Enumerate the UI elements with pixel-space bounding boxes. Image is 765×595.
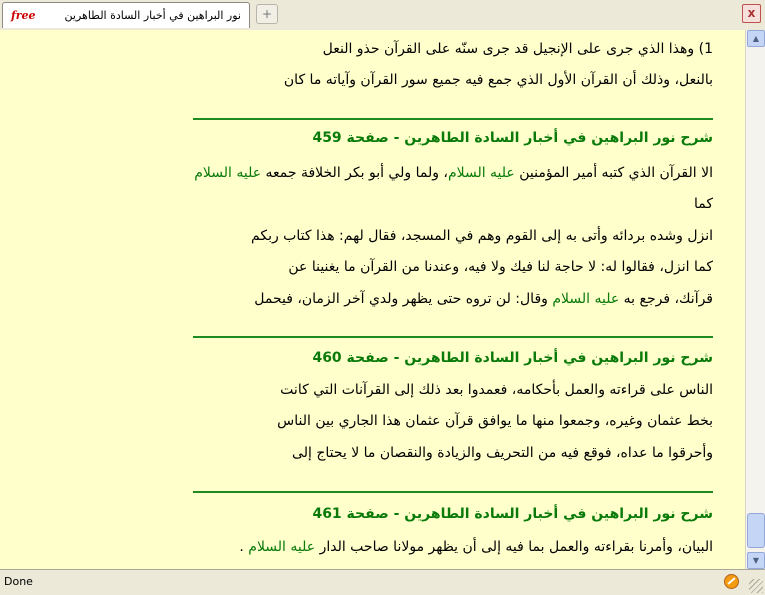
honorific-phrase: عليه السلام [552, 291, 620, 307]
text-line: البيان، وأمرنا بقراءته والعمل بما فيه إلى أن يظهر مولانا صاحب الدار عليه السلام . [239, 539, 713, 555]
section-heading: شرح نور البراهين في أخبار السادة الطاهرين - صفحة 460 [312, 350, 713, 366]
browser-tab[interactable] [2, 2, 250, 28]
blocked-icon[interactable] [724, 574, 739, 589]
section-heading: شرح نور البراهين في أخبار السادة الطاهرين - صفحة 461 [312, 506, 713, 522]
scroll-thumb[interactable] [747, 513, 765, 548]
honorific-phrase: عليه السلام [248, 539, 316, 555]
section-divider [193, 118, 713, 120]
free-badge: free [11, 9, 36, 22]
text-line: الا القرآن الذي كتبه أمير المؤمنين عليه السلام، ولما ولي أبو بكر الخلافة جمعه عليه السلام [194, 165, 713, 181]
close-tab-button[interactable]: x [742, 4, 761, 23]
text-line: كما انزل، فقالوا له: لا حاجة لنا فيك ولا فيه، وعندنا من القرآن ما يغنينا عن [288, 259, 713, 275]
page-content [0, 30, 745, 569]
section-divider [193, 336, 713, 338]
vertical-scrollbar[interactable] [745, 30, 765, 569]
text-line: انزل وشده بردائه وأتى به إلى القوم وهم في المسجد، فقال لهم: هذا كتاب ربكم [251, 228, 713, 244]
status-bar [0, 569, 765, 595]
text-line: الناس على قراءته والعمل بأحكامه، فعمدوا بعد ذلك إلى القرآنات التي كانت [280, 382, 713, 398]
text-line: بخط عثمان وغيره، وجمعوا منها ما يوافق قرآن عثمان هذا الجاري بين الناس [277, 413, 713, 429]
scroll-up-arrow-icon[interactable]: ▲ [747, 30, 765, 47]
honorific-phrase: عليه السلام [447, 165, 515, 181]
status-text: Done [4, 575, 33, 588]
text-line: قرآنك، فرجع به عليه السلام وقال: لن تروه حتى يظهر ولدي آخر الزمان، فيحمل [254, 291, 713, 307]
honorific-phrase: عليه السلام [194, 165, 262, 181]
text-line: 1) وهذا الذي جرى على الإنجيل قد جرى سنّه على القرآن حذو النعل [322, 41, 713, 57]
text-line: وأحرقوا ما عداه، فوقع فيه من التحريف والزيادة والنقصان ما لا يحتاج إلى [292, 445, 713, 461]
scroll-down-arrow-icon[interactable]: ▼ [747, 552, 765, 569]
resize-grip-icon[interactable] [749, 579, 763, 593]
section-heading: شرح نور البراهين في أخبار السادة الطاهرين - صفحة 459 [312, 130, 713, 146]
text-line: كما [693, 196, 713, 212]
text-line: بالنعل، وذلك أن القرآن الأول الذي جمع فيه جميع سور القرآن وآياته ما كان [283, 72, 713, 88]
section-divider [193, 491, 713, 493]
tab-title: نور البراهين في أخبار السادة الطاهرين [64, 9, 241, 22]
new-tab-button[interactable]: + [256, 4, 278, 24]
tab-bar [0, 0, 765, 31]
